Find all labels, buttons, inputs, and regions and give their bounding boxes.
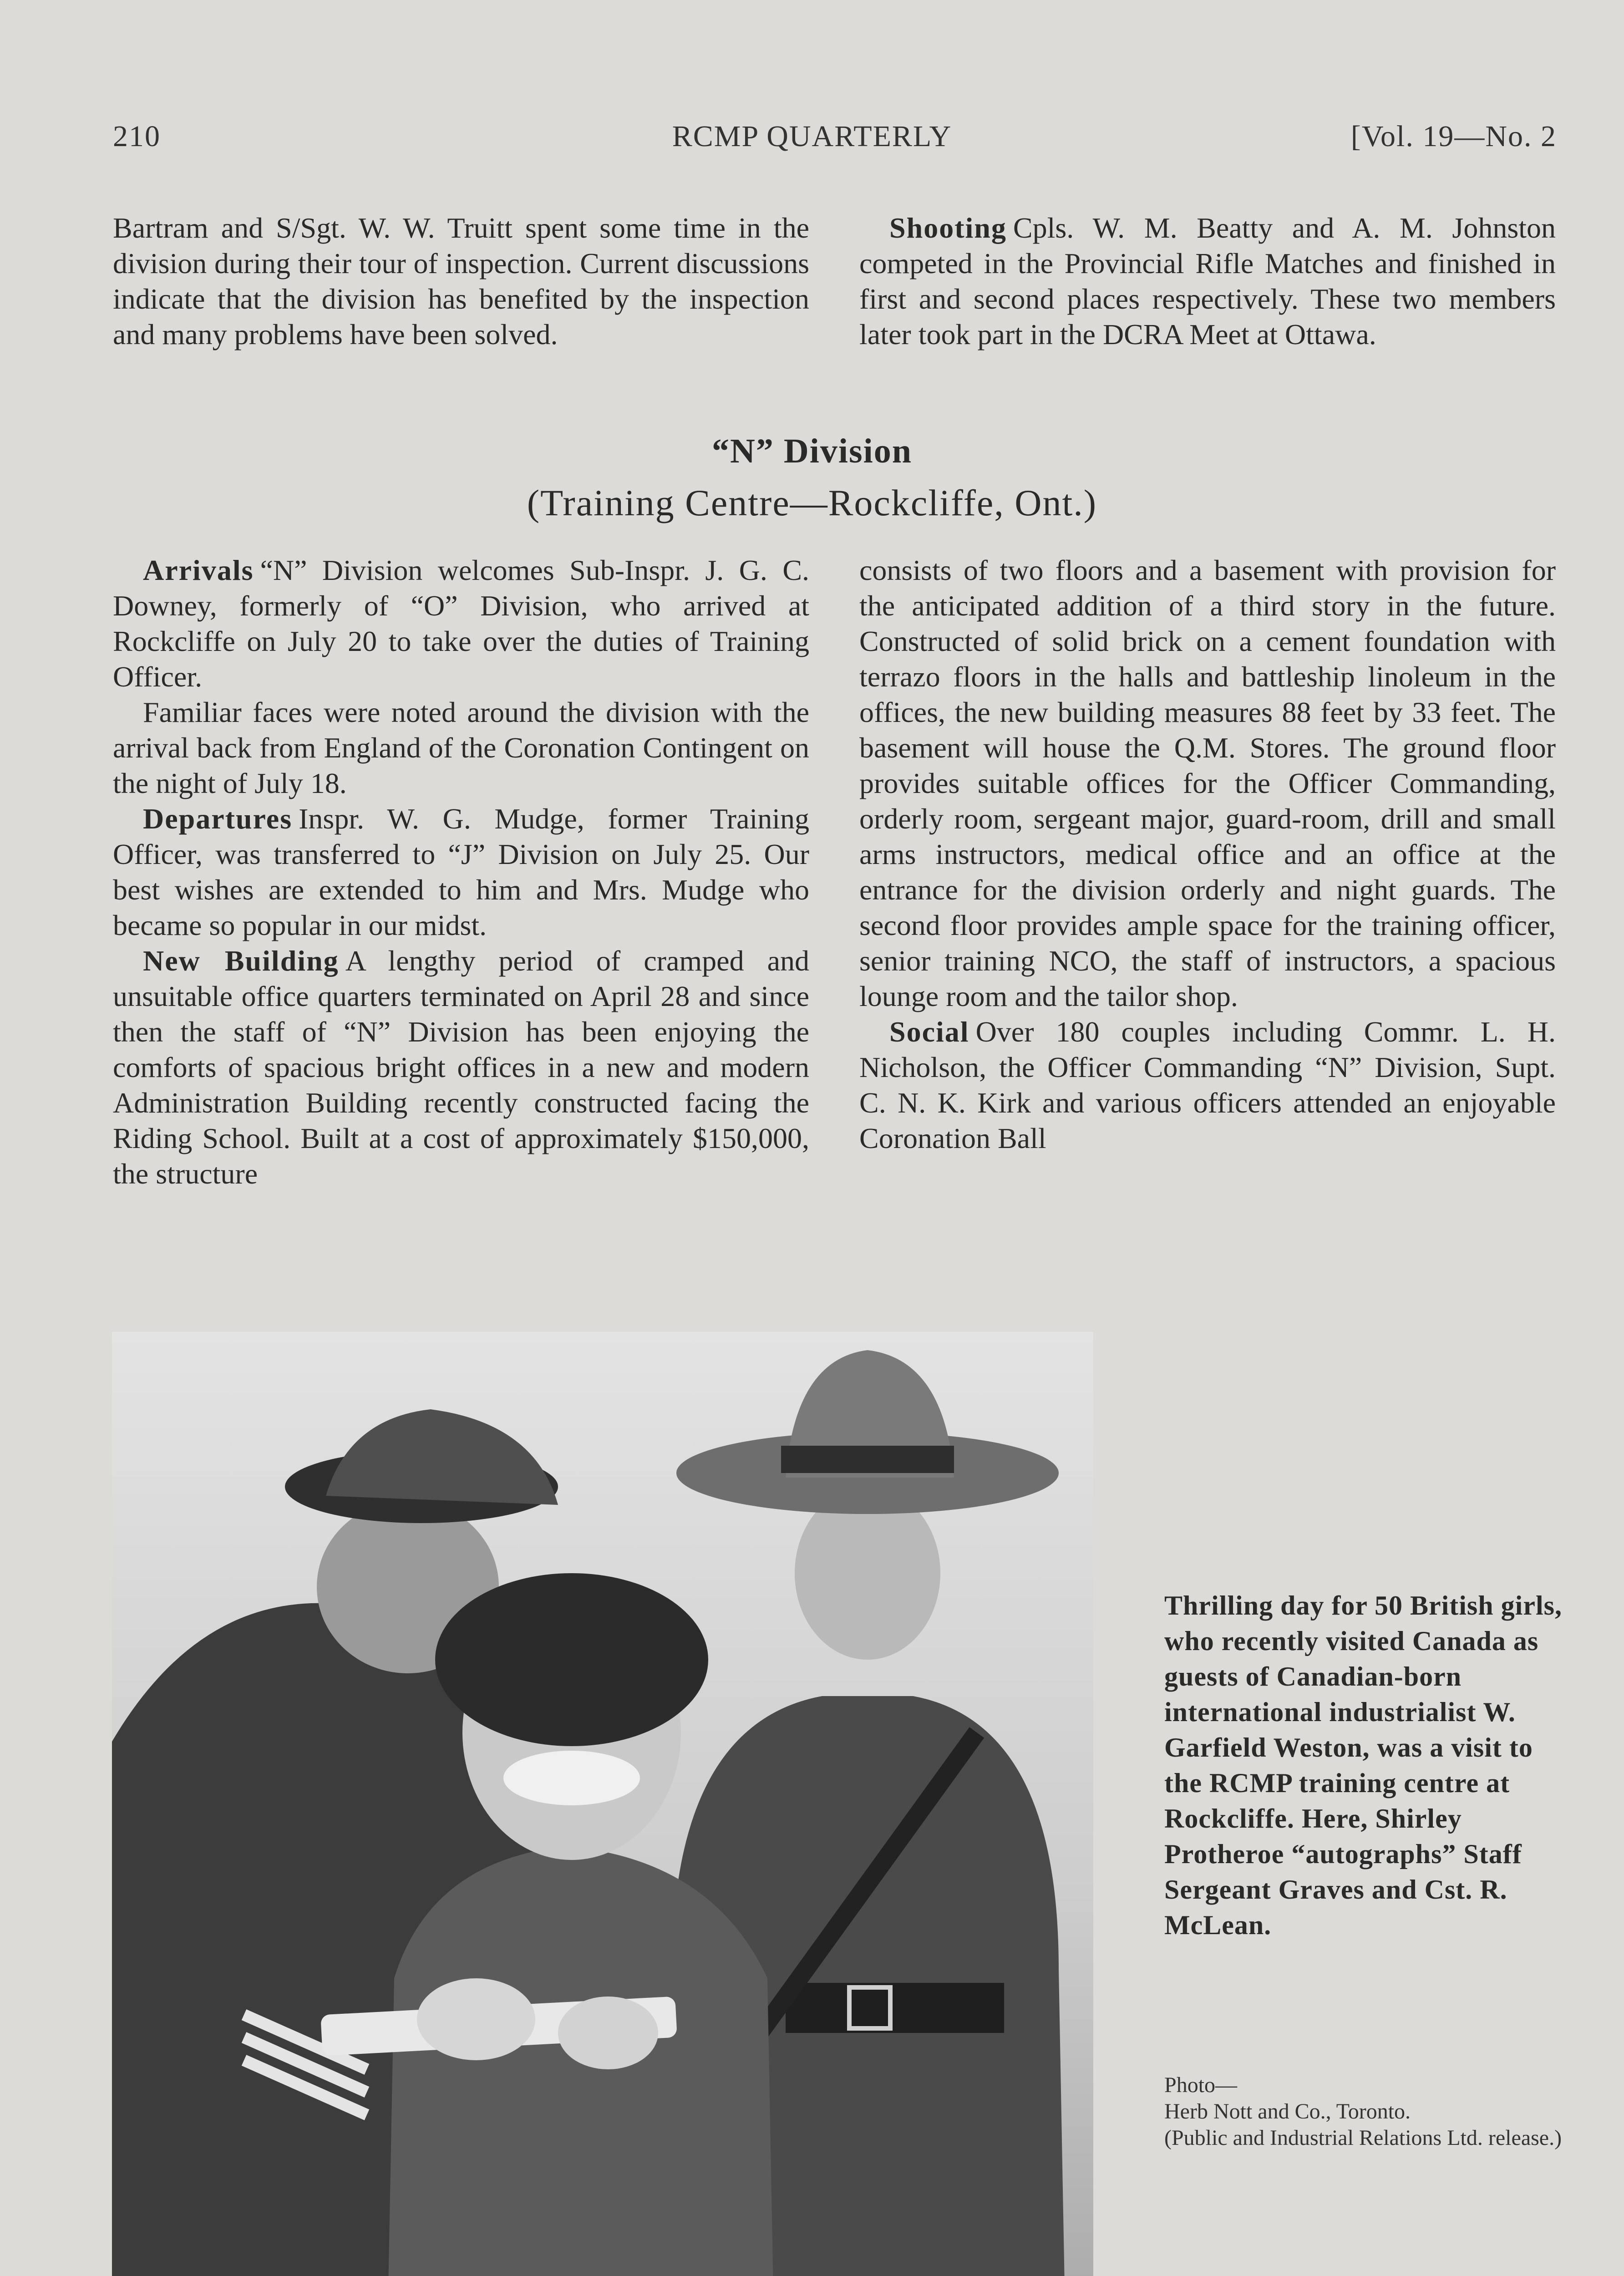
social-text: Over 180 couples including Commr. L. H. Nicholson, the Officer Commanding “N” Division, Supt. C. N. K. Kirk and various officers attended an enjoyable Coronation Ball (859, 1016, 1556, 1154)
photo-illustration (112, 1332, 1093, 2276)
photo-caption: Thrilling day for 50 British girls, who recently visited Canada as guests of Canadian-born international industrialist W. Garfield Weston, was a visit to the RCMP training centre at Rockcliffe. Here, Shirley Protheroe “autographs” Staff Sergeant Graves and Cst. R. McLean. (1164, 1590, 1562, 1940)
arrivals-text: “N” Division welcomes Sub-Inspr. J. G. C. Downey, formerly of “O” Division, who arrived at Rockcliffe on July 20 to take over the duties of Training Officer. (113, 554, 809, 693)
photo-credit-label: Photo— (1164, 2073, 1238, 2097)
shooting-heading: Shooting (889, 212, 1007, 244)
arrivals-heading: Arrivals (143, 554, 254, 586)
photo-credit-release: (Public and Industrial Relations Ltd. release.) (1164, 2126, 1562, 2150)
page-number: 210 (113, 120, 161, 153)
photo-credit-source: Herb Nott and Co., Toronto. (1164, 2099, 1411, 2124)
photograph (112, 1332, 1093, 2276)
departures-paragraph (113, 801, 809, 943)
right-column (859, 553, 1556, 1156)
departures-heading: Departures (143, 803, 293, 835)
continuation-paragraph: Bartram and S/Sgt. W. W. Truitt spent some time in the division during their tour of inspection. Current discussions indicate that the division has benefited by the inspection and many problems have been solved. (113, 212, 809, 351)
familiar-faces-paragraph: Familiar faces were noted around the division with the arrival back from England of the Coronation Contingent on the night of July 18. (113, 696, 809, 799)
shooting-text: Cpls. W. M. Beatty and A. M. Johnston competed in the Provincial Rifle Matches and finished in first and second places respectively. These two members later took part in the DCRA Meet at Ottawa. (859, 212, 1556, 351)
departures-text: Inspr. W. G. Mudge, former Training Officer, was transferred to “J” Division on July 25. Our best wishes are extended to him and Mrs. Mudge who became so popular in our midst. (113, 803, 809, 941)
shooting-paragraph (859, 210, 1556, 352)
top-right-column (859, 210, 1556, 352)
new-building-heading: New Building (143, 945, 339, 977)
new-building-paragraph (113, 943, 809, 1192)
social-paragraph (859, 1014, 1556, 1156)
section-subtitle: (Training Centre—Rockcliffe, Ont.) (527, 482, 1097, 523)
photo-credit (1164, 2072, 1574, 2151)
new-building-text: A lengthy period of cramped and unsuitable office quarters terminated on April 28 and since then the staff of “N” Division has been enjoying the comforts of spacious bright offices in a new and modern Administration Building recently constructed facing the Riding School. Built at a cost of approximately $150,000, the structure (113, 945, 810, 1190)
top-left-column (113, 210, 809, 352)
left-column (113, 553, 809, 1192)
social-heading: Social (889, 1016, 969, 1048)
building-continuation-paragraph: consists of two floors and a basement with provision for the anticipated addition of a third story in the future. Constructed of solid brick on a cement foundation with terrazo floors in the halls and battleship linoleum in the offices, the new building measures 88 feet by 33 feet. The basement will house the Q.M. Stores. The ground floor provides suitable offices for the Officer Commanding, orderly room, sergeant major, guard-room, drill and small arms instructors, medical office and an office at the entrance for the division orderly and night guards. The second floor provides ample space for the training officer, senior training NCO, the staff of instructors, a spacious lounge room and the tailor shop. (859, 554, 1556, 1012)
section-title: “N” Division (712, 432, 912, 470)
arrivals-paragraph (113, 553, 809, 695)
volume-info: [Vol. 19—No. 2 (1350, 120, 1557, 153)
running-title: RCMP QUARTERLY (672, 120, 952, 153)
